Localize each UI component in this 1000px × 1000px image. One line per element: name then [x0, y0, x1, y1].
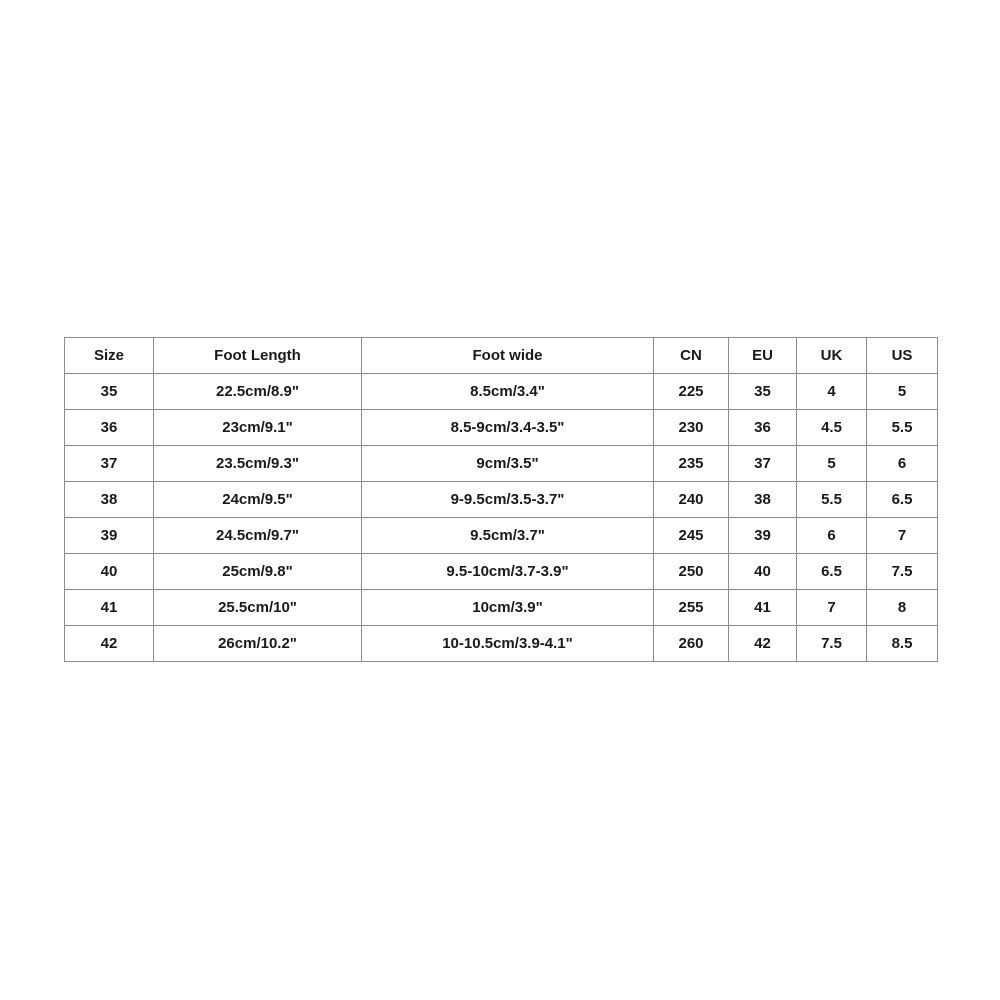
- cell-uk: 6: [797, 518, 867, 554]
- cell-cn: 240: [654, 482, 729, 518]
- cell-size: 37: [65, 446, 154, 482]
- cell-size: 35: [65, 374, 154, 410]
- cell-foot-length: 22.5cm/8.9": [154, 374, 362, 410]
- table-row: [65, 626, 938, 662]
- header-size: Size: [65, 338, 154, 374]
- cell-foot-wide: 9.5-10cm/3.7-3.9": [362, 554, 654, 590]
- cell-cn: 255: [654, 590, 729, 626]
- header-cn: CN: [654, 338, 729, 374]
- cell-eu: 39: [729, 518, 797, 554]
- cell-uk: 7.5: [797, 626, 867, 662]
- cell-us: 7.5: [867, 554, 938, 590]
- cell-foot-wide: 10-10.5cm/3.9-4.1": [362, 626, 654, 662]
- cell-uk: 4: [797, 374, 867, 410]
- cell-us: 6: [867, 446, 938, 482]
- cell-foot-length: 24cm/9.5": [154, 482, 362, 518]
- cell-size: 38: [65, 482, 154, 518]
- cell-uk: 4.5: [797, 410, 867, 446]
- cell-uk: 7: [797, 590, 867, 626]
- cell-cn: 245: [654, 518, 729, 554]
- table-row: [65, 590, 938, 626]
- cell-us: 5: [867, 374, 938, 410]
- cell-foot-length: 25.5cm/10": [154, 590, 362, 626]
- cell-us: 6.5: [867, 482, 938, 518]
- cell-foot-length: 24.5cm/9.7": [154, 518, 362, 554]
- cell-eu: 38: [729, 482, 797, 518]
- cell-eu: 35: [729, 374, 797, 410]
- cell-size: 41: [65, 590, 154, 626]
- cell-foot-length: 23cm/9.1": [154, 410, 362, 446]
- cell-uk: 5.5: [797, 482, 867, 518]
- cell-eu: 40: [729, 554, 797, 590]
- size-chart-table: [64, 337, 938, 662]
- header-eu: EU: [729, 338, 797, 374]
- cell-cn: 250: [654, 554, 729, 590]
- cell-foot-length: 25cm/9.8": [154, 554, 362, 590]
- cell-us: 5.5: [867, 410, 938, 446]
- cell-us: 7: [867, 518, 938, 554]
- cell-size: 42: [65, 626, 154, 662]
- header-us: US: [867, 338, 938, 374]
- cell-cn: 230: [654, 410, 729, 446]
- cell-eu: 37: [729, 446, 797, 482]
- table-row: [65, 482, 938, 518]
- cell-size: 40: [65, 554, 154, 590]
- cell-eu: 41: [729, 590, 797, 626]
- cell-foot-wide: 9cm/3.5": [362, 446, 654, 482]
- cell-foot-length: 23.5cm/9.3": [154, 446, 362, 482]
- cell-uk: 6.5: [797, 554, 867, 590]
- cell-us: 8.5: [867, 626, 938, 662]
- cell-foot-wide: 9.5cm/3.7": [362, 518, 654, 554]
- cell-cn: 225: [654, 374, 729, 410]
- cell-foot-wide: 8.5-9cm/3.4-3.5": [362, 410, 654, 446]
- cell-us: 8: [867, 590, 938, 626]
- cell-foot-wide: 10cm/3.9": [362, 590, 654, 626]
- header-foot-wide: Foot wide: [362, 338, 654, 374]
- cell-cn: 235: [654, 446, 729, 482]
- table-row: [65, 518, 938, 554]
- cell-eu: 36: [729, 410, 797, 446]
- cell-foot-wide: 8.5cm/3.4": [362, 374, 654, 410]
- header-uk: UK: [797, 338, 867, 374]
- table-row: [65, 446, 938, 482]
- table-header-row: [65, 338, 938, 374]
- cell-foot-length: 26cm/10.2": [154, 626, 362, 662]
- cell-size: 39: [65, 518, 154, 554]
- cell-foot-wide: 9-9.5cm/3.5-3.7": [362, 482, 654, 518]
- table-row: [65, 374, 938, 410]
- table-row: [65, 410, 938, 446]
- cell-eu: 42: [729, 626, 797, 662]
- cell-size: 36: [65, 410, 154, 446]
- cell-cn: 260: [654, 626, 729, 662]
- header-foot-length: Foot Length: [154, 338, 362, 374]
- table-row: [65, 554, 938, 590]
- cell-uk: 5: [797, 446, 867, 482]
